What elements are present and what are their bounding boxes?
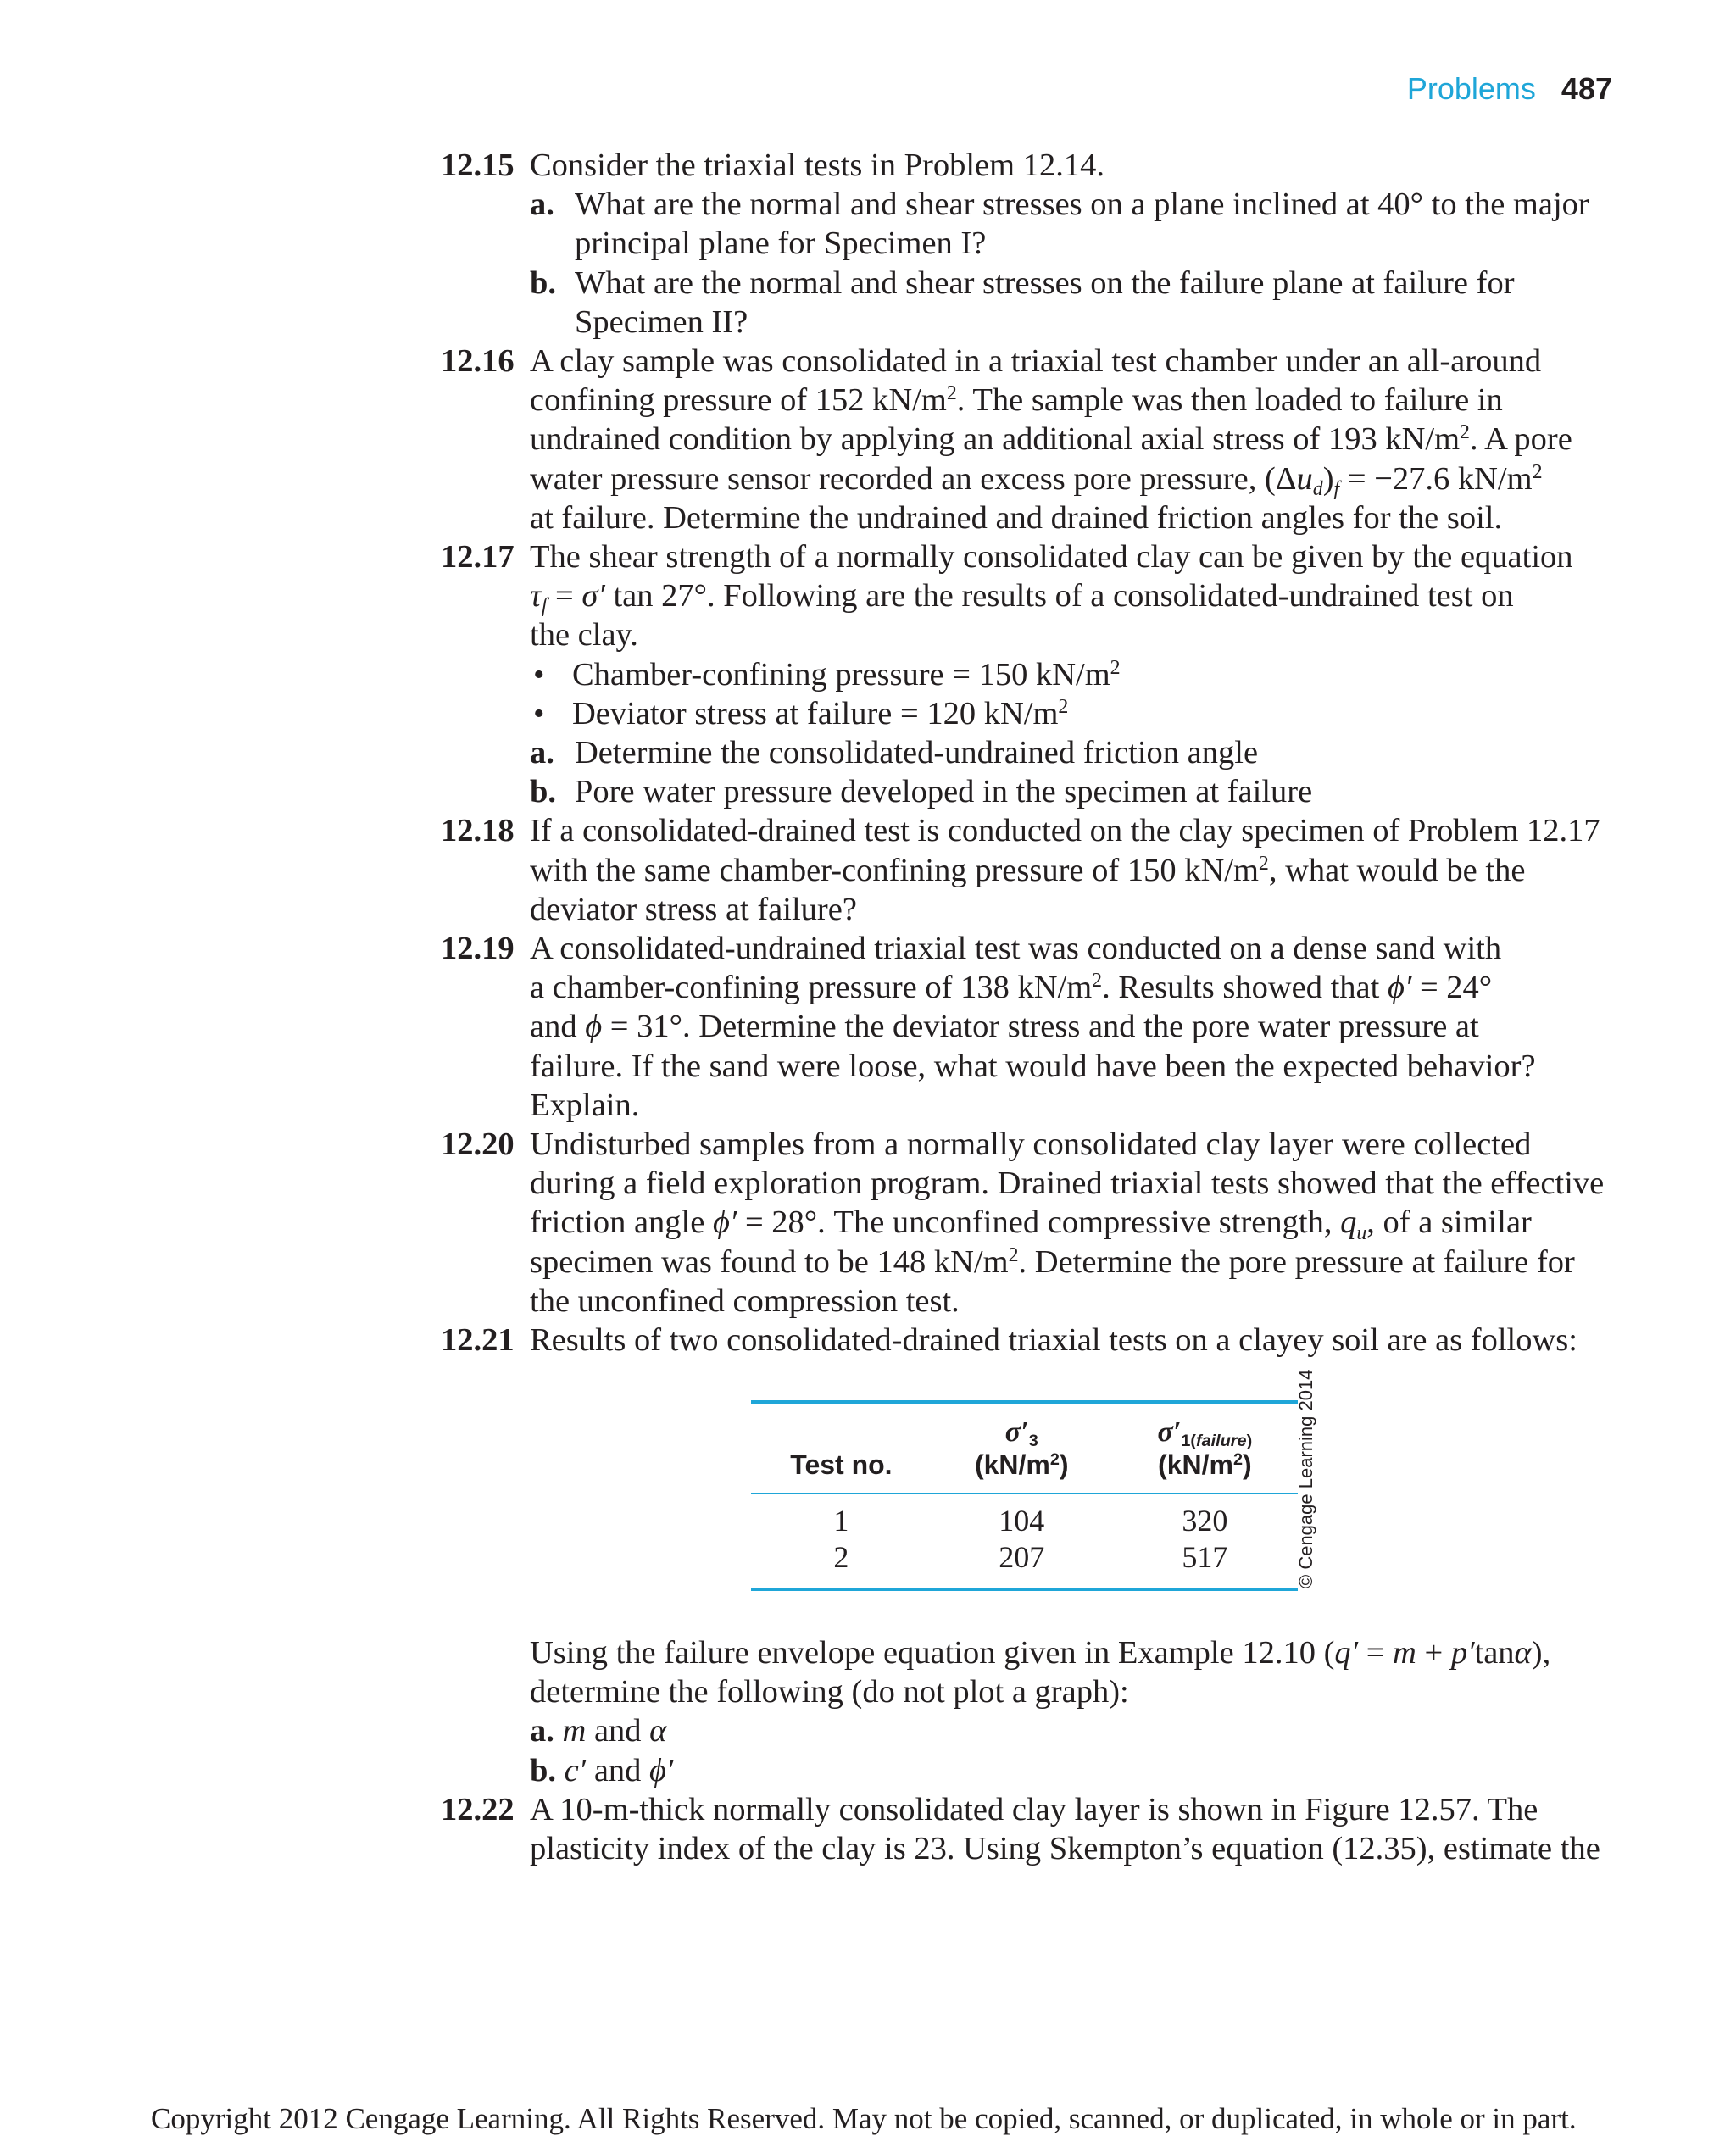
cell-test-no: 1 <box>833 1504 849 1538</box>
bullet-item: • Deviator stress at failure = 120 $kN/m^2$ <box>530 694 1617 733</box>
problem-text: specimen was found to be 148 $kN/m^2$. Determine the pore pressure at failure for <box>530 1243 1575 1280</box>
part-text: Specimen II? <box>575 303 748 340</box>
bullet-item: • Chamber-confining pressure = 150 $kN/m^2$ <box>530 655 1617 694</box>
table-row <box>751 1539 1298 1589</box>
table-credit: © Cengage Learning 2014 <box>1295 1369 1316 1588</box>
problem-text: the clay. <box>530 617 638 654</box>
part-b: b. c′ and ϕ′ <box>530 1752 674 1788</box>
col-header-sigma3: $\sigma'_3$ $(kN/m^2)$ <box>932 1402 1112 1493</box>
problem-text: Using the failure envelope equation given in Example 12.10 (q′ = m + p′tanα), <box>530 1635 1551 1671</box>
table-row <box>751 1493 1298 1539</box>
cell-sigma1: 320 <box>1182 1504 1228 1538</box>
problem-12-18 <box>441 811 1617 929</box>
problem-text: Undisturbed samples from a normally consolidated clay layer were collected <box>530 1126 1532 1163</box>
cell-test-no: 2 <box>833 1540 849 1574</box>
problem-text: confining pressure of 152 $kN/m^2$. The sample was then loaded to failure in <box>530 382 1503 419</box>
page-number: 487 <box>1561 71 1612 106</box>
part-b <box>530 264 1617 342</box>
col-header-sigma1: $\sigma'_{1(failure)}$ $(kN/m^2)$ <box>1112 1402 1298 1493</box>
problem-number: 12.16 <box>441 343 515 380</box>
col-header-test-no: Test no. <box>751 1402 932 1493</box>
problem-12-21 <box>441 1321 1617 1360</box>
problem-text: failure. If the sand were loose, what would have been the expected behavior? <box>530 1048 1536 1084</box>
problem-text: $\tau_f = \sigma'$ tan 27°. Following are the results of a consolidated-undrained test on <box>530 578 1514 618</box>
bullet-icon: • <box>533 695 545 731</box>
results-table-block <box>751 1400 1298 1591</box>
problem-text: friction angle ϕ′ = 28°. The unconfined compressive strength, $q_u$, of a similar <box>530 1204 1532 1244</box>
problem-12-17 <box>441 537 1617 811</box>
part-text: principal plane for Specimen I? <box>575 225 987 262</box>
problem-text: and ϕ = 31°. Determine the deviator stress and the pore water pressure at <box>530 1009 1479 1045</box>
cell-sigma3: 104 <box>999 1504 1045 1538</box>
problem-12-22 <box>441 1790 1628 1868</box>
problem-text: A 10-m-thick normally consolidated clay layer is shown in Figure 12.57. The <box>530 1792 1538 1827</box>
part-a <box>530 185 1617 263</box>
problem-12-16 <box>441 342 1617 537</box>
part-label: b. <box>530 1752 557 1788</box>
part-text: Determine the consolidated-undrained friction angle <box>575 735 1259 771</box>
part-label: b. <box>530 774 557 810</box>
problem-text: The shear strength of a normally consolidated clay can be given by the equation <box>530 539 1573 576</box>
problem-text: during a field exploration program. Drained triaxial tests showed that the effective <box>530 1165 1605 1202</box>
cell-sigma3: 207 <box>999 1540 1045 1574</box>
problem-number: 12.21 <box>441 1322 515 1359</box>
part-a <box>530 733 1617 772</box>
part-text: Pore water pressure developed in the specimen at failure <box>575 774 1313 810</box>
problem-number: 12.17 <box>441 539 515 576</box>
part-label: b. <box>530 264 557 301</box>
cell-sigma1: 517 <box>1182 1540 1228 1574</box>
problem-text: Explain. <box>530 1087 640 1123</box>
problem-text: Results of two consolidated-drained triaxial tests on a clayey soil are as follows: <box>530 1322 1577 1359</box>
problem-number: 12.20 <box>441 1126 515 1163</box>
copyright-footer: Copyright 2012 Cengage Learning. All Rights Reserved. May not be copied, scanned, or duplicated, in whole or in part. <box>151 2102 1577 2135</box>
part-text: What are the normal and shear stresses on a plane inclined at 40° to the major <box>575 186 1589 223</box>
problem-text: determine the following (do not plot a graph): <box>530 1674 1129 1710</box>
problem-text: Consider the triaxial tests in Problem 12.14. <box>530 147 1104 183</box>
problem-text: A consolidated-undrained triaxial test was conducted on a dense sand with <box>530 931 1502 967</box>
results-table <box>751 1400 1298 1591</box>
problem-12-21-continuation <box>530 1633 1632 1790</box>
problem-text: A clay sample was consolidated in a triaxial test chamber under an all-around <box>530 343 1542 380</box>
part-label: a. <box>530 735 554 771</box>
problem-12-15 <box>441 146 1617 342</box>
bullet-icon: • <box>533 656 545 692</box>
problem-text: at failure. Determine the undrained and drained friction angles for the soil. <box>530 499 1503 536</box>
problem-12-19 <box>441 929 1617 1125</box>
problem-text: water pressure sensor recorded an excess pore pressure, $(\Delta u_d)_f = -27.6$ $kN/m^2$ <box>530 460 1543 500</box>
problem-text: deviator stress at failure? <box>530 891 857 927</box>
problem-number: 12.19 <box>441 931 515 967</box>
running-header <box>1407 71 1612 107</box>
problem-text: undrained condition by applying an additional axial stress of 193 $kN/m^2$. A pore <box>530 421 1572 458</box>
problem-number: 12.22 <box>441 1792 515 1827</box>
problems-list <box>441 146 1617 1360</box>
problem-12-20 <box>441 1125 1617 1321</box>
problem-body <box>441 1790 1628 1868</box>
part-text: What are the normal and shear stresses on the failure plane at failure for <box>575 264 1515 301</box>
problem-text: the unconfined compression test. <box>530 1282 960 1319</box>
problem-number: 12.18 <box>441 813 515 849</box>
problem-text: with the same chamber-confining pressure of 150 $kN/m^2$, what would be the <box>530 852 1526 888</box>
problem-text: a chamber-confining pressure of 138 $kN/m^2$. Results showed that ϕ′ = 24° <box>530 970 1493 1006</box>
part-label: a. <box>530 186 554 223</box>
section-title: Problems <box>1406 71 1536 106</box>
part-a: a. m and α <box>530 1713 667 1749</box>
part-label: a. <box>530 1713 554 1749</box>
part-b <box>530 772 1617 811</box>
problem-number: 12.15 <box>441 147 515 183</box>
problem-text: plasticity index of the clay is 23. Using Skempton’s equation (12.35), estimate the <box>530 1831 1600 1867</box>
problem-text: If a consolidated-drained test is conducted on the clay specimen of Problem 12.17 <box>530 813 1600 849</box>
